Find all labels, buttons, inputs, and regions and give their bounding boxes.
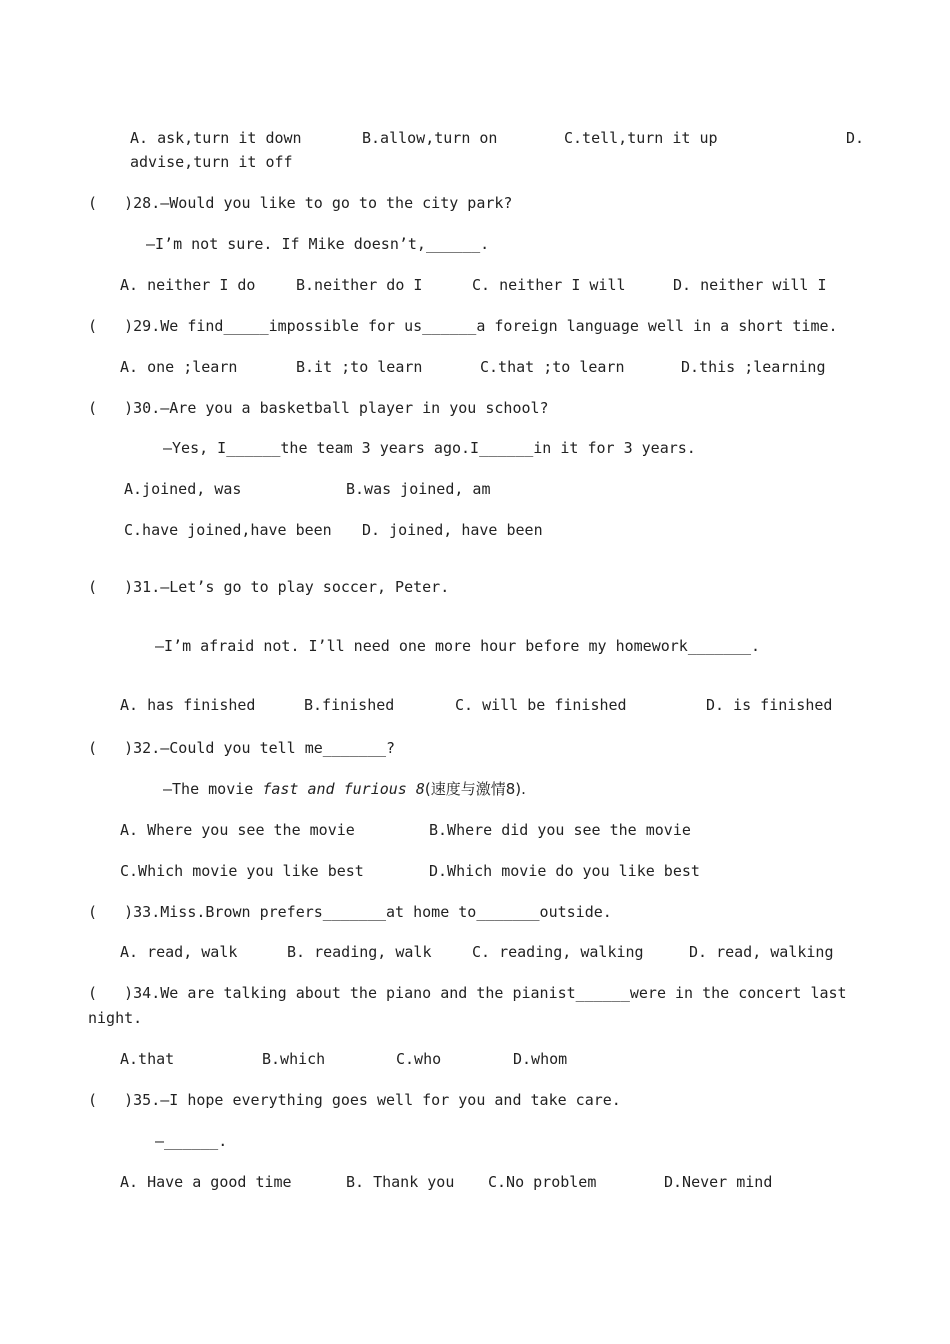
q30-reply: —Yes, I______the team 3 years ago.I______in it for 3 years. xyxy=(163,439,696,457)
q33-option-b: B. reading, walk xyxy=(287,943,432,961)
q32-option-d: D.Which movie do you like best xyxy=(429,862,700,880)
q29-stem: ( )29.We find_____impossible for us______a foreign language well in a short time. xyxy=(88,317,838,335)
q33-option-d: D. read, walking xyxy=(689,943,834,961)
q27-option-c: C.tell,turn it up xyxy=(564,129,718,147)
q33-stem: ( )33.Miss.Brown prefers_______at home to_______outside. xyxy=(88,903,612,921)
q30-option-c: C.have joined,have been xyxy=(124,521,332,539)
q34-option-c: C.who xyxy=(396,1050,442,1068)
q27-option-a: A. ask,turn it down xyxy=(130,129,302,147)
q32-option-c: C.Which movie you like best xyxy=(120,862,364,880)
q30-stem: ( )30.—Are you a basketball player in you school? xyxy=(88,399,549,417)
q33-option-c: C. reading, walking xyxy=(472,943,644,961)
q30-option-d: D. joined, have been xyxy=(362,521,543,539)
q32-option-a: A. Where you see the movie xyxy=(120,821,355,839)
q35-stem: ( )35.—I hope everything goes well for you and take care. xyxy=(88,1091,621,1109)
q31-option-c: C. will be finished xyxy=(455,696,627,714)
q29-option-c: C.that ;to learn xyxy=(480,358,625,376)
q31-option-a: A. has finished xyxy=(120,696,256,714)
q31-reply: —I’m afraid not. I’ll need one more hour before my homework_______. xyxy=(155,637,761,655)
q32-reply xyxy=(163,780,526,798)
q34-stem: ( )34.We are talking about the piano and the pianist______were in the concert last xyxy=(88,984,847,1002)
q31-option-b: B.finished xyxy=(304,696,395,714)
q29-option-d: D.this ;learning xyxy=(681,358,826,376)
q29-option-b: B.it ;to learn xyxy=(296,358,423,376)
q28-option-d: D. neither will I xyxy=(673,276,827,294)
q32-stem: ( )32.—Could you tell me_______? xyxy=(88,739,396,757)
q35-option-a: A. Have a good time xyxy=(120,1173,292,1191)
q30-option-b: B.was joined, am xyxy=(346,480,491,498)
q28-option-a: A. neither I do xyxy=(120,276,256,294)
q34-option-b: B.which xyxy=(262,1050,326,1068)
q28-option-b: B.neither do I xyxy=(296,276,423,294)
q35-option-b: B. Thank you xyxy=(346,1173,455,1191)
q31-stem: ( )31.—Let’s go to play soccer, Peter. xyxy=(88,578,450,596)
q28-option-c: C. neither I will xyxy=(472,276,626,294)
q35-reply: —______. xyxy=(155,1132,228,1150)
q28-reply: —I’m not sure. If Mike doesn’t,______. xyxy=(146,235,490,253)
q27-option-d-label: D. xyxy=(846,129,865,147)
q35-option-d: D.Never mind xyxy=(664,1173,773,1191)
q32-reply-suffix: (速度与激情8). xyxy=(424,780,526,798)
q32-movie-title: fast and furious 8 xyxy=(262,780,425,798)
q35-option-c: C.No problem xyxy=(488,1173,597,1191)
q27-option-b: B.allow,turn on xyxy=(362,129,498,147)
q34-option-a: A.that xyxy=(120,1050,175,1068)
q27-option-d-text: advise,turn it off xyxy=(130,153,293,171)
q34-option-d: D.whom xyxy=(513,1050,568,1068)
q32-option-b: B.Where did you see the movie xyxy=(429,821,691,839)
q29-option-a: A. one ;learn xyxy=(120,358,238,376)
q30-option-a: A.joined, was xyxy=(124,480,242,498)
q32-reply-prefix: —The movie xyxy=(163,780,263,798)
q31-option-d: D. is finished xyxy=(706,696,833,714)
q34-stem-continued: night. xyxy=(88,1009,143,1027)
q28-stem: ( )28.—Would you like to go to the city park? xyxy=(88,194,513,212)
q33-option-a: A. read, walk xyxy=(120,943,238,961)
